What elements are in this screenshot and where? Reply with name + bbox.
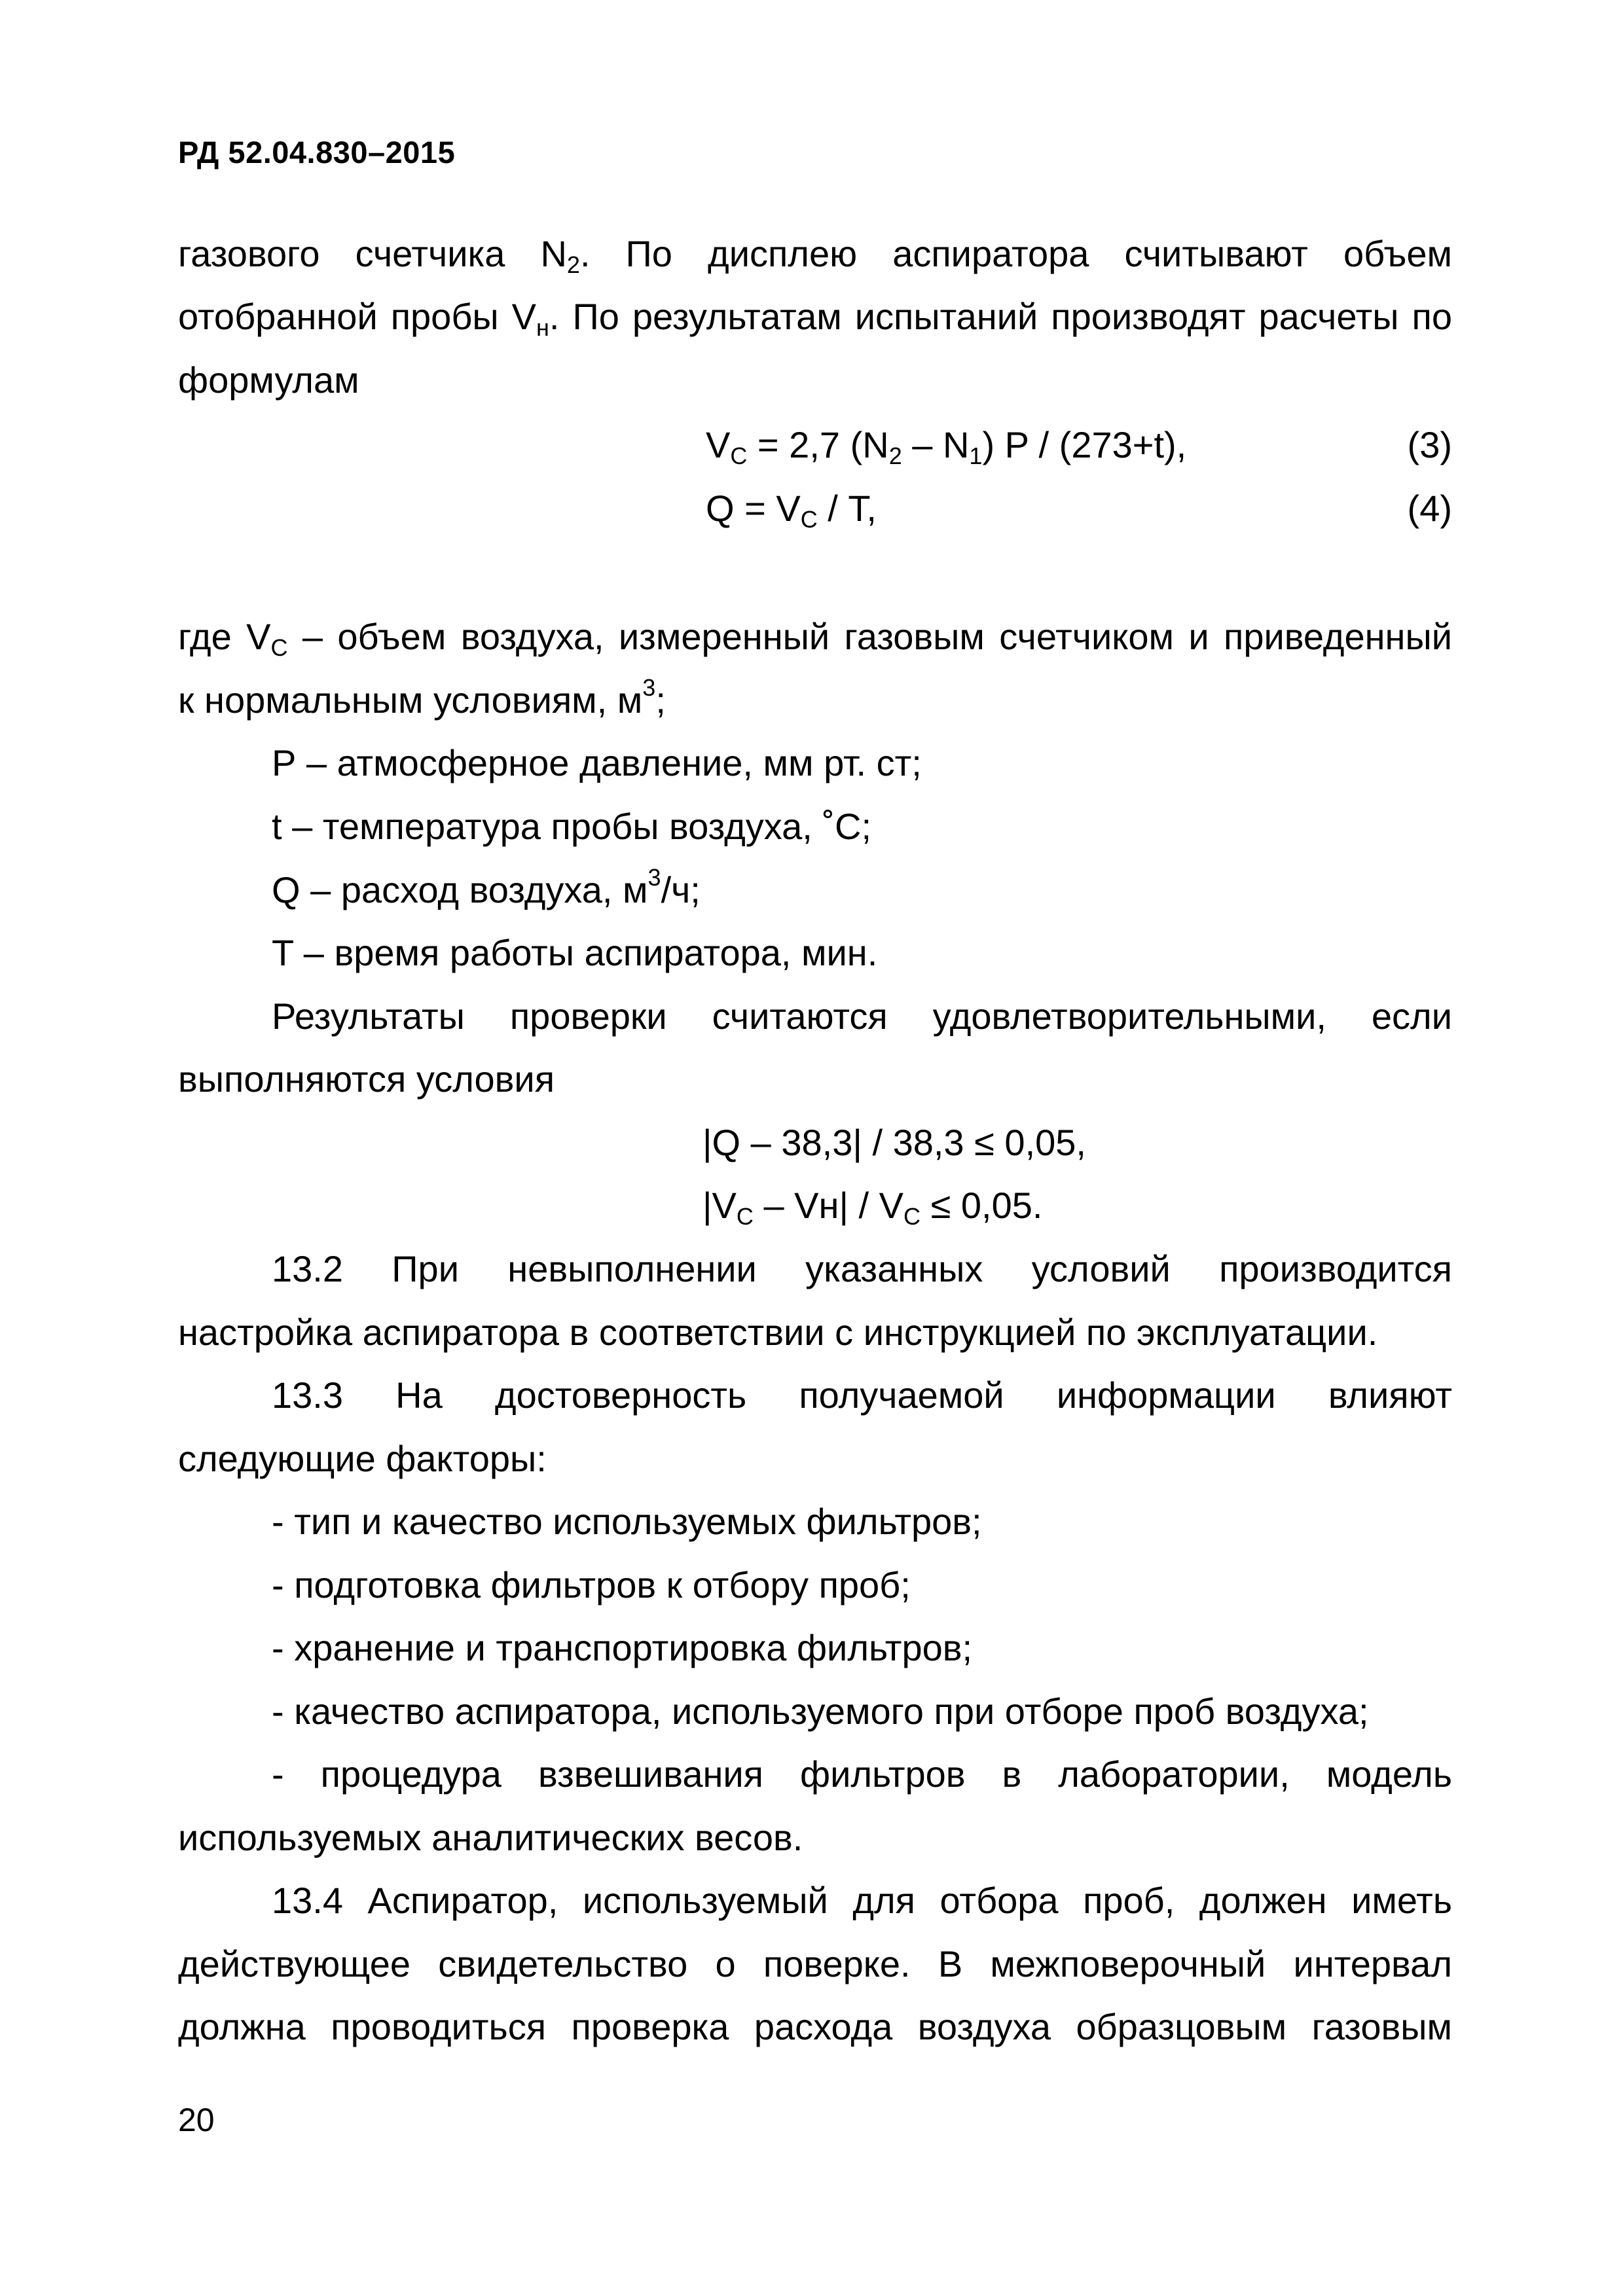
- document-code-header: РД 52.04.830–2015: [178, 135, 456, 170]
- text-line: формулам: [178, 359, 359, 401]
- list-item-continuation: используемых аналитических весов.: [178, 1817, 803, 1858]
- definition-q: Q – расход воздуха, $м^3/ч$;: [272, 864, 701, 910]
- list-item: - хранение и транспортировка фильтров;: [272, 1627, 973, 1668]
- text-line: отобранной пробы $V_н$. По результатам испытаний производят расчеты по: [178, 296, 1452, 341]
- text-line: газового счетчика $N_2$. По дисплею аспиратора считывают объем: [178, 233, 1452, 278]
- definition-p: Р – атмосферное давление, мм рт. ст;: [272, 742, 922, 783]
- condition-1: |Q – 38,3| / 38,3 ≤ 0,05,: [702, 1122, 1086, 1163]
- condition-2: $|V_С - Vн| / V_С \le 0,05$.: [702, 1185, 1043, 1230]
- formula-3: $V_С = 2,7$ $(N_2 - N_1)$ P / (273+t),: [706, 424, 1187, 469]
- list-item: - процедура взвешивания фильтров в лаборатории, модель: [272, 1753, 1452, 1795]
- text-line: выполняются условия: [178, 1058, 555, 1100]
- list-item: - качество аспиратора, используемого при отборе проб воздуха;: [272, 1691, 1369, 1732]
- formula-number-3: (3): [1407, 424, 1452, 465]
- definition-T: T – время работы аспиратора, мин.: [272, 932, 878, 973]
- list-item: - подготовка фильтров к отбору проб;: [272, 1564, 911, 1605]
- formula-4: $Q = V_С / T$,: [706, 488, 877, 533]
- section-13-4-line: действующее свидетельство о поверке. В межповерочный интервал: [178, 1943, 1452, 1984]
- text-line: где $V_С$ – объем воздуха, измеренный газовым счетчиком и приведенный: [178, 616, 1453, 661]
- section-13-3-line: 13.3 На достоверность получаемой информации влияют: [272, 1374, 1452, 1416]
- section-13-2-line: настройка аспиратора в соответствии с инструкцией по эксплуатации.: [178, 1312, 1378, 1353]
- list-item: - тип и качество используемых фильтров;: [272, 1501, 982, 1542]
- page-number: 20: [178, 2102, 215, 2138]
- text-line: к нормальным условиям, $м^3$;: [178, 674, 666, 721]
- text-line: Результаты проверки считаются удовлетворительными, если: [272, 996, 1452, 1037]
- formula-number-4: (4): [1407, 488, 1452, 529]
- section-13-2-line: 13.2 При невыполнении указанных условий производится: [272, 1248, 1452, 1289]
- section-13-3-line: следующие факторы:: [178, 1438, 547, 1479]
- definition-t: t – температура пробы воздуха, ˚С;: [272, 806, 872, 847]
- section-13-4-line: должна проводиться проверка расхода воздуха образцовым газовым: [178, 2006, 1452, 2047]
- section-13-4-line: 13.4 Аспиратор, используемый для отбора проб, должен иметь: [272, 1880, 1452, 1921]
